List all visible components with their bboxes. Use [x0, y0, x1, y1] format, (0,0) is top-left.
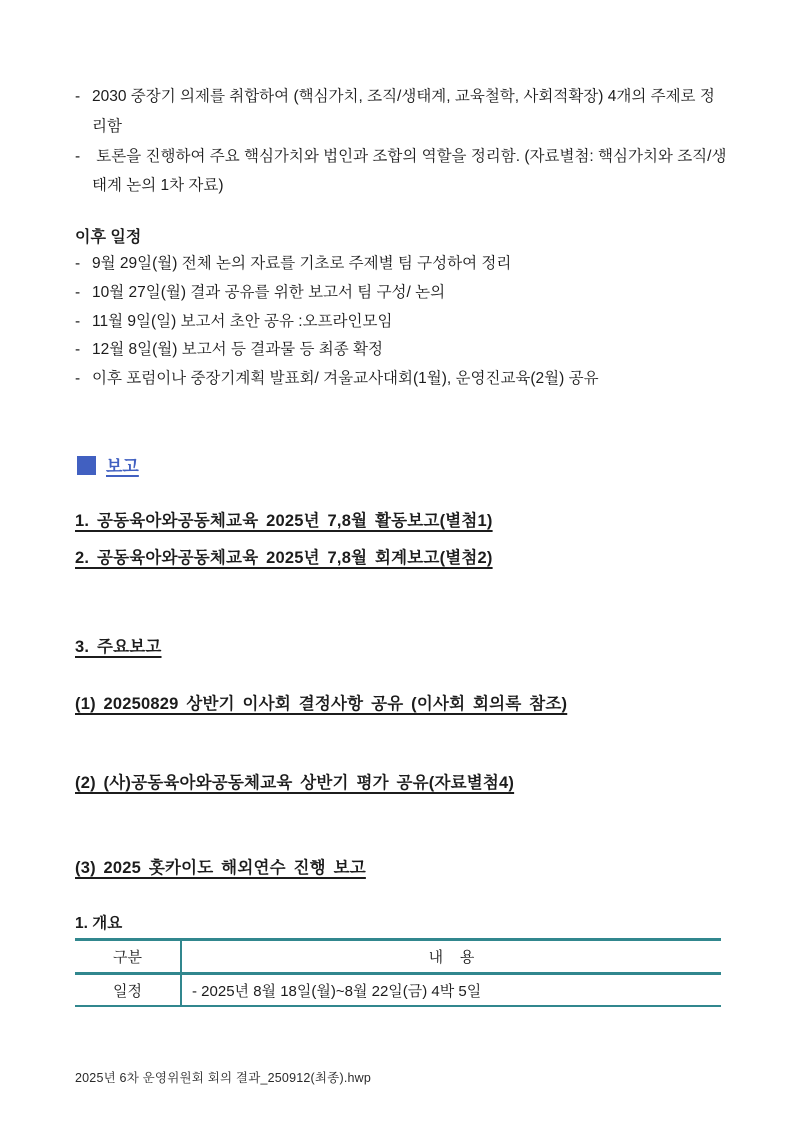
- list-item: [75, 308, 727, 337]
- overview-heading: 1. 개요: [75, 915, 123, 932]
- report-subitem-2: (2) (사)공동육아와공동체교육 상반기 평가 공유(자료별첨4): [75, 774, 515, 792]
- list-item-text: 2030 중장기 의제를 취합하여 (핵심가치, 조직/생태계, 교육철학, 사회적확장) 4개의 주제로 정리함: [92, 88, 715, 135]
- table-header-label: 구분: [75, 940, 181, 974]
- list-item: [75, 82, 727, 142]
- report-item-2: 2. 공동육아와공동체교육 2025년 7,8월 회계보고(별첨2): [75, 549, 493, 567]
- main-report-heading: 3. 주요보고: [75, 638, 162, 656]
- table-row: [75, 974, 721, 1007]
- dash-bullet: -: [75, 341, 81, 359]
- dash-bullet: -: [75, 147, 81, 165]
- list-item-text: 이후 포럼이나 중장기계획 발표회/ 겨울교사대회(1월), 운영진교육(2월) 공유: [92, 370, 599, 388]
- document-footer-filename: 2025년 6차 운영위원회 회의 결과_250912(최종).hwp: [75, 1071, 372, 1085]
- report-subitem-3: (3) 2025 홋카이도 해외연수 진행 보고: [75, 859, 366, 877]
- overview-table: [75, 938, 721, 1007]
- list-item-text: 11월 9일(일) 보고서 초안 공유 :오프라인모임: [92, 312, 393, 330]
- intro-bullet-list: [75, 82, 727, 201]
- dash-bullet: -: [75, 255, 81, 272]
- dash-bullet: -: [75, 283, 81, 301]
- list-item-text: 9월 29일(월) 전체 논의 자료를 기초로 주제별 팀 구성하여 정리: [92, 255, 512, 272]
- list-item: [75, 279, 727, 308]
- list-item: [75, 250, 727, 279]
- schedule-section-title: 이후 일정: [75, 229, 142, 246]
- list-item-text: 10월 27일(월) 결과 공유를 위한 보고서 팀 구성/ 논의: [92, 283, 446, 301]
- dash-bullet: -: [75, 88, 81, 105]
- table-header-row: [75, 940, 721, 974]
- report-subitem-1: (1) 20250829 상반기 이사회 결정사항 공유 (이사회 회의록 참조): [75, 695, 568, 713]
- list-item: [75, 336, 727, 365]
- table-cell-content: - 2025년 8월 18일(월)~8월 22일(금) 4박 5일: [181, 974, 721, 1007]
- schedule-list: [75, 250, 727, 394]
- blue-square-icon: [77, 456, 96, 475]
- list-item-text: 12월 8일(월) 보고서 등 결과물 등 최종 확정: [92, 341, 383, 359]
- list-item: [75, 142, 727, 202]
- list-item-text: 토론을 진행하여 주요 핵심가치와 법인과 조합의 역할을 정리함. (자료별첨: 핵심가치와 조직/생태계 논의 1차 자료): [92, 147, 727, 195]
- report-section-label: 보고: [106, 457, 139, 476]
- table-cell-label: 일정: [113, 982, 142, 1000]
- table-header-content: 내 용: [181, 940, 721, 974]
- report-item-1: 1. 공동육아와공동체교육 2025년 7,8월 활동보고(별첨1): [75, 512, 493, 530]
- list-item: [75, 365, 727, 394]
- report-section-header: [77, 452, 139, 477]
- dash-bullet: -: [75, 370, 81, 388]
- dash-bullet: -: [75, 312, 81, 330]
